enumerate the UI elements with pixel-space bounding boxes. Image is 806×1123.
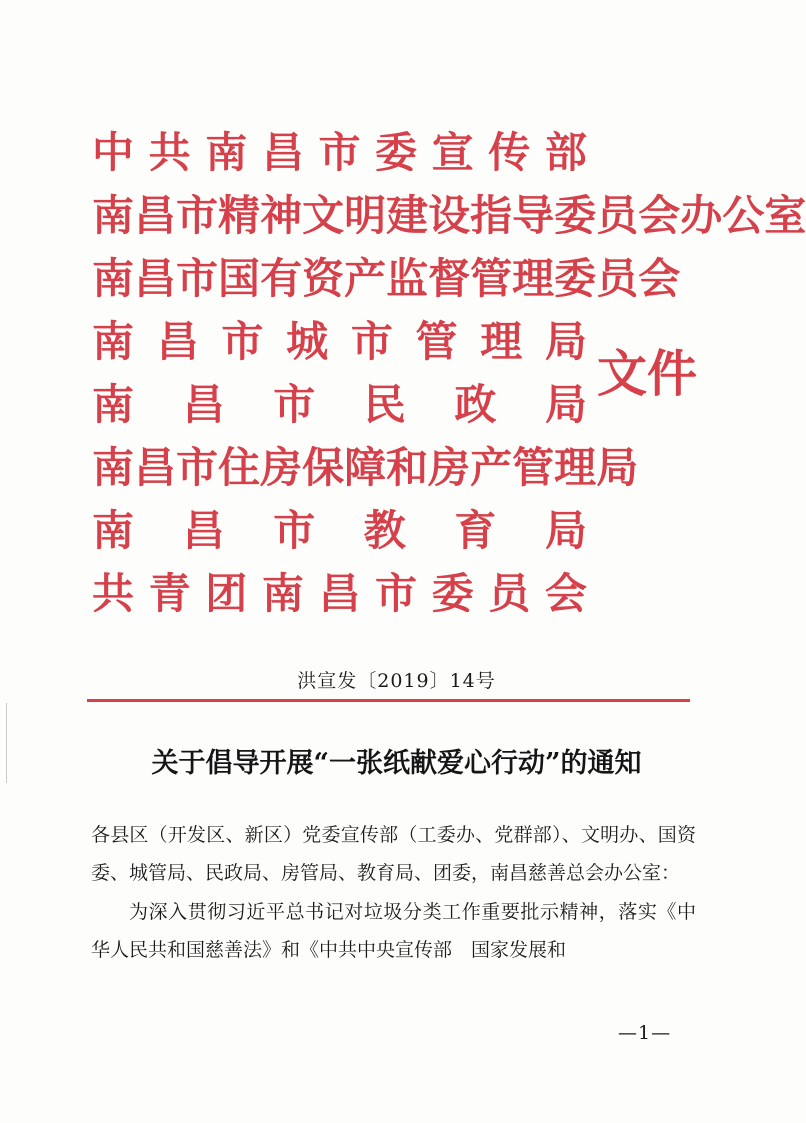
document-title: 关于倡导开展“一张纸献爱心行动”的通知	[151, 748, 642, 779]
issuer-char: 昌	[134, 442, 177, 492]
document-suffix: 文件	[597, 345, 697, 403]
issuer-char: 管	[512, 442, 555, 492]
issuer-char: 员	[596, 190, 639, 240]
issuer-char: 育	[454, 505, 497, 555]
issuer-line	[92, 307, 587, 370]
issuer-char: 昌	[318, 568, 361, 618]
issuer-char: 委	[431, 568, 474, 618]
issuer-char: 房	[428, 442, 471, 492]
issuer-char: 办	[680, 190, 723, 240]
issuer-char: 国	[218, 253, 261, 303]
issuer-char: 产	[344, 253, 387, 303]
issuer-char: 建	[386, 190, 429, 240]
issuer-char: 市	[176, 190, 219, 240]
issuer-char: 昌	[134, 190, 177, 240]
issuer-char: 精	[218, 190, 261, 240]
issuer-char: 委	[375, 127, 418, 177]
issuer-char: 昌	[182, 379, 225, 429]
issuer-char: 明	[344, 190, 387, 240]
issuer-char: 会	[638, 253, 681, 303]
issuer-char: 督	[428, 253, 471, 303]
issuer-char: 住	[218, 442, 261, 492]
issuer-char: 南	[92, 505, 135, 555]
issuer-char: 局	[544, 505, 587, 555]
issuer-line	[92, 181, 806, 244]
issuer-char: 教	[363, 505, 406, 555]
issuer-char: 和	[386, 442, 429, 492]
issuer-char: 室	[764, 190, 806, 240]
issuer-char: 政	[454, 379, 497, 429]
issuer-char: 文	[302, 190, 345, 240]
issuer-char: 理	[554, 442, 597, 492]
issuer-line	[92, 559, 587, 622]
issuer-line	[92, 244, 681, 307]
issuer-line	[92, 433, 639, 496]
issuer-char: 昌	[261, 127, 304, 177]
issuer-char: 南	[205, 127, 248, 177]
issuer-char: 神	[260, 190, 303, 240]
issuer-char: 委	[554, 190, 597, 240]
issuer-char: 昌	[134, 253, 177, 303]
issuer-char: 市	[176, 442, 219, 492]
issuer-line	[92, 370, 587, 433]
issuer-char: 员	[488, 568, 531, 618]
issuer-char: 障	[344, 442, 387, 492]
issuer-char: 传	[488, 127, 531, 177]
page-number: —1—	[618, 1022, 672, 1044]
issuer-char: 共	[148, 127, 191, 177]
issuer-char: 共	[92, 568, 135, 618]
issuer-char: 南	[92, 379, 135, 429]
issuer-char: 宣	[431, 127, 474, 177]
issuer-char: 管	[415, 316, 458, 366]
issuer-char: 员	[596, 253, 639, 303]
issuer-char: 局	[544, 316, 587, 366]
issuer-char: 市	[176, 253, 219, 303]
issuer-char: 理	[480, 316, 523, 366]
issuer-char: 保	[302, 442, 345, 492]
issuer-char: 中	[92, 127, 135, 177]
issuer-char: 南	[92, 442, 135, 492]
issuer-char: 城	[286, 316, 329, 366]
recipients: 各县区（开发区、新区）党委宣传部（工委办、党群部）、文明办、国资委、城管局、民政局、房管局、教育局、团委，南昌慈善总会办公室：	[91, 824, 696, 884]
issuer-char: 团	[205, 568, 248, 618]
issuer-char: 南	[92, 253, 135, 303]
issuer-char: 南	[92, 316, 135, 366]
issuer-line	[92, 496, 587, 559]
issuer-char: 市	[318, 127, 361, 177]
issuer-line	[92, 118, 587, 181]
document-number: 洪宣发〔2019〕14号	[297, 670, 496, 692]
issuer-char: 青	[148, 568, 191, 618]
issuer-char: 公	[722, 190, 765, 240]
issuer-char: 指	[470, 190, 513, 240]
issuer-char: 南	[261, 568, 304, 618]
issuer-char: 局	[544, 379, 587, 429]
issuer-char: 理	[512, 253, 555, 303]
document-body	[91, 816, 696, 969]
issuer-char: 管	[470, 253, 513, 303]
issuer-char: 部	[544, 127, 587, 177]
issuer-char: 市	[221, 316, 264, 366]
issuer-char: 市	[375, 568, 418, 618]
issuer-char: 局	[596, 442, 639, 492]
issuer-char: 市	[273, 505, 316, 555]
issuer-char: 监	[386, 253, 429, 303]
issuer-char: 导	[512, 190, 555, 240]
issuer-char: 市	[350, 316, 393, 366]
red-divider	[87, 699, 690, 702]
issuer-char: 昌	[182, 505, 225, 555]
issuer-char: 会	[544, 568, 587, 618]
issuer-char: 产	[470, 442, 513, 492]
issuer-char: 会	[638, 190, 681, 240]
issuer-char: 资	[302, 253, 345, 303]
issuer-char: 市	[273, 379, 316, 429]
body-paragraph: 为深入贯彻习近平总书记对垃圾分类工作重要批示精神，落实《中华人民共和国慈善法》和《中共中央宣传部 国家发展和	[91, 901, 696, 961]
issuer-char: 委	[554, 253, 597, 303]
issuer-char: 南	[92, 190, 135, 240]
issuer-char: 设	[428, 190, 471, 240]
issuer-char: 民	[363, 379, 406, 429]
issuer-char: 房	[260, 442, 303, 492]
issuer-char: 昌	[156, 316, 199, 366]
issuer-char: 有	[260, 253, 303, 303]
